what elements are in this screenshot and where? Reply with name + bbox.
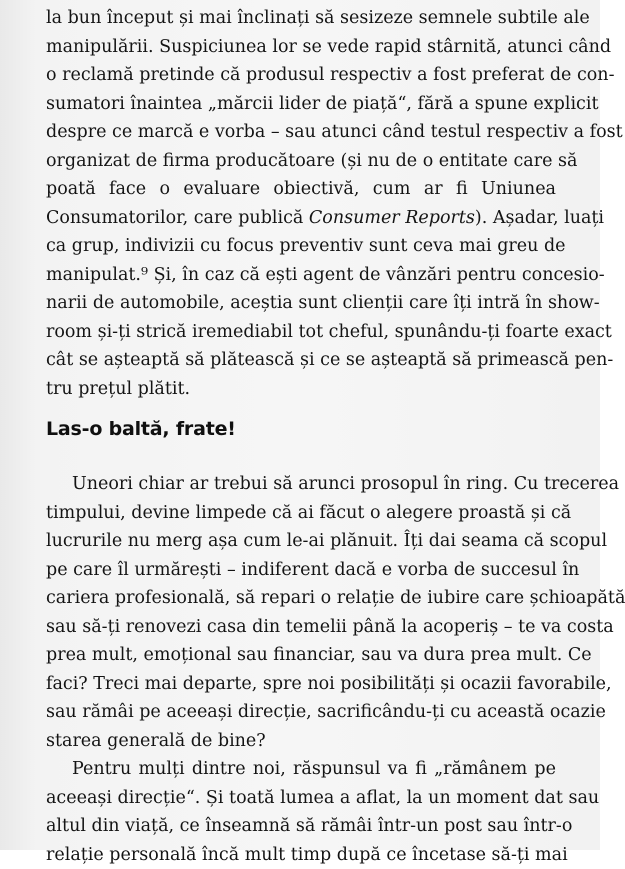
text-line: organizat de firma producătoare (și nu de o entitate care să [46,147,556,176]
paragraph-3 [46,755,556,869]
text-line: narii de automobile, aceștia sunt clienții care îți intră în show- [46,289,556,318]
text-line: despre ce marcă e vorba – sau atunci când testul respectiv a fost [46,118,556,147]
text-fragment: ). Așadar, luați [475,208,604,228]
text-line: tru prețul plătit. [46,375,556,404]
text-line: sau să-ți renovezi casa din temelii până la acoperiș – te va costa [46,613,556,642]
text-line: relație personală încă mult timp după ce încetase să-ți mai [46,841,556,869]
text-line: lucrurile nu merg așa cum le-ai plănuit. Îți dai seama că scopul [46,527,556,556]
publication-title: Consumer Reports [309,208,475,228]
text-line: cât se așteaptă să plătească și ce se așteaptă să primească pen- [46,346,556,375]
text-line: manipulat.⁹ Și, în caz că ești agent de vânzări pentru concesio- [46,261,556,290]
text-line: sumatori înaintea „mărcii lider de piață“, fără a spune explicit [46,90,556,119]
text-line: la bun început și mai înclinați să sesizeze semnele subtile ale [46,4,556,33]
text-line: manipulării. Suspiciunea lor se vede rapid stârnită, atunci când [46,33,556,62]
text-line: room și-ți strică iremediabil tot cheful, spunându-ți foarte exact [46,318,556,347]
text-line: timpului, devine limpede că ai făcut o alegere proastă și că [46,499,556,528]
text-line: Pentru mulți dintre noi, răspunsul va fi „rămânem pe [46,755,556,784]
text-line: poată face o evaluare obiectivă, cum ar fi Uniunea [46,175,556,204]
text-line: aceeași direcție“. Și toată lumea a aflat, la un moment dat sau [46,784,556,813]
text-line: starea generală de bine? [46,727,556,756]
text-line: cariera profesională, să repari o relație de iubire care șchioapătă [46,584,556,613]
text-line: sau rămâi pe aceeași direcție, sacrificându-ți cu această ocazie [46,698,556,727]
text-line: pe care îl urmărești – indiferent dacă e vorba de succesul în [46,556,556,585]
text-line: altul din viață, ce înseamnă să rămâi într-un post sau într-o [46,812,556,841]
text-line: Uneori chiar ar trebui să arunci prosopul în ring. Cu trecerea [46,470,556,499]
paragraph-1 [46,4,556,403]
section-heading: Las-o baltă, frate! [46,418,236,440]
text-line: ca grup, indivizii cu focus preventiv sunt ceva mai greu de [46,232,556,261]
paragraph-2 [46,470,556,755]
text-fragment: Consumatorilor, care publică [46,208,309,228]
text-line: prea mult, emoțional sau financiar, sau va dura prea mult. Ce [46,641,556,670]
text-line: faci? Treci mai departe, spre noi posibilități și ocazii favorabile, [46,670,556,699]
text-line-mixed [46,204,556,233]
text-line: o reclamă pretinde că produsul respectiv a fost preferat de con- [46,61,556,90]
